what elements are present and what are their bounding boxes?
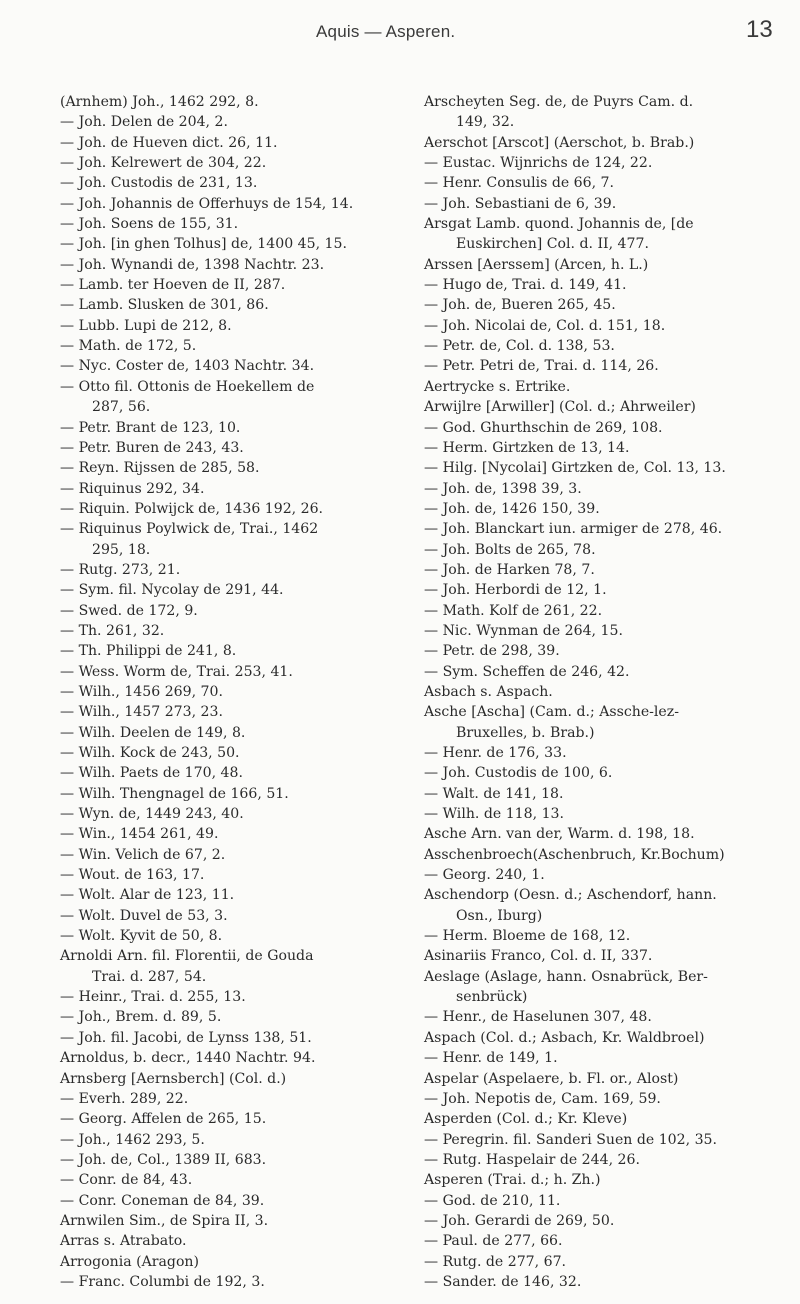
index-entry: — Riquinus Poylwick de, Trai., 1462 xyxy=(60,521,319,538)
index-entry: — Joh. Blanckart iun. armiger de 278, 46. xyxy=(424,521,723,538)
page-number: 13 xyxy=(746,16,773,43)
index-entry: — Hugo de, Trai. d. 149, 41. xyxy=(424,277,627,294)
index-entry: — Wilh., 1457 273, 23. xyxy=(60,704,223,721)
index-entry: — Joh. de, 1426 150, 39. xyxy=(424,500,600,517)
index-entry: — Paul. de 277, 66. xyxy=(424,1233,563,1250)
index-entry: — Hilg. [Nycolai] Girtzken de, Col. 13, 13. xyxy=(424,460,726,477)
index-entry-continuation: 295, 18. xyxy=(92,541,151,558)
index-entry: — Joh. Sebastiani de 6, 39. xyxy=(424,195,617,212)
index-entry: Aschendorp (Oesn. d.; Aschendorf, hann. xyxy=(424,887,717,904)
index-entry: — Wilh. Paets de 170, 48. xyxy=(60,765,243,782)
index-entry: Asinariis Franco, Col. d. II, 337. xyxy=(424,948,653,965)
index-entry: — Joh. Johannis de Offerhuys de 154, 14. xyxy=(60,195,354,212)
index-entry: Arnwilen Sim., de Spira II, 3. xyxy=(60,1212,269,1229)
index-entry: — Joh. de, Bueren 265, 45. xyxy=(424,297,616,314)
index-entry: — God. Ghurthschin de 269, 108. xyxy=(424,419,663,436)
index-entry: — Petr. Buren de 243, 43. xyxy=(60,439,244,456)
index-entry: — Rutg. de 277, 67. xyxy=(424,1253,567,1270)
index-entry: (Arnhem) Joh., 1462 292, 8. xyxy=(60,94,259,110)
index-entry: — Wout. de 163, 17. xyxy=(60,867,205,884)
index-entry: — Wolt. Alar de 123, 11. xyxy=(60,887,235,904)
index-entry: Arscheyten Seg. de, de Puyrs Cam. d. xyxy=(424,94,694,110)
index-entry: — Joh. [in ghen Tolhus] de, 1400 45, 15. xyxy=(60,236,347,253)
index-entry: — Lubb. Lupi de 212, 8. xyxy=(60,317,232,334)
index-entry: Arsgat Lamb. quond. Johannis de, [de xyxy=(424,216,694,233)
index-entry: — Nic. Wynman de 264, 15. xyxy=(424,622,623,639)
index-entry-continuation: Trai. d. 287, 54. xyxy=(92,968,207,985)
index-entry: — Herm. Girtzken de 13, 14. xyxy=(424,439,630,456)
index-entry: Asschenbroech(Aschenbruch, Kr.Bochum) xyxy=(424,846,725,863)
index-entry: — Conr. Coneman de 84, 39. xyxy=(60,1192,265,1209)
index-entry: — Wilh. Kock de 243, 50. xyxy=(60,745,240,761)
index-entry: Asbach s. Aspach. xyxy=(424,683,553,700)
index-entry: — Wolt. Duvel de 53, 3. xyxy=(60,907,228,924)
index-entry: — Franc. Columbi de 192, 3. xyxy=(60,1273,265,1290)
index-entry: — Joh. Nepotis de, Cam. 169, 59. xyxy=(424,1090,661,1107)
index-entry: — Rutg. Haspelair de 244, 26. xyxy=(424,1151,640,1168)
index-entry: — Joh. Delen de 204, 2. xyxy=(60,114,228,131)
index-entry: — Eustac. Wijnrichs de 124, 22. xyxy=(424,155,653,172)
index-entry: — Wyn. de, 1449 243, 40. xyxy=(60,806,244,823)
index-entry: Aeslage (Aslage, hann. Osnabrück, Ber- xyxy=(424,968,708,985)
index-entry: — Th. Philippi de 241, 8. xyxy=(60,643,237,660)
index-entry: — Nyc. Coster de, 1403 Nachtr. 34. xyxy=(60,358,315,375)
index-entry-continuation: Euskirchen] Col. d. II, 477. xyxy=(456,236,649,253)
index-entry: Asche Arn. van der, Warm. d. 198, 18. xyxy=(424,826,695,843)
index-entry: — Rutg. 273, 21. xyxy=(60,561,181,578)
index-entry: — Win., 1454 261, 49. xyxy=(60,826,219,843)
index-entry: — Joh., Brem. d. 89, 5. xyxy=(60,1009,222,1026)
index-entry: Asperden (Col. d.; Kr. Kleve) xyxy=(424,1111,628,1128)
index-entry: Aspach (Col. d.; Asbach, Kr. Waldbroel) xyxy=(424,1029,705,1046)
index-entry: — Lamb. Slusken de 301, 86. xyxy=(60,297,269,314)
index-entry: — Reyn. Rijssen de 285, 58. xyxy=(60,460,260,477)
index-entry: — Georg. 240, 1. xyxy=(424,867,545,884)
index-entry: — Petr. de, Col. d. 138, 53. xyxy=(424,338,615,355)
index-entry: Arwijlre [Arwiller] (Col. d.; Ahrweiler) xyxy=(424,399,696,416)
right-column xyxy=(424,92,774,1292)
index-entry: — Henr., de Haselunen 307, 48. xyxy=(424,1009,652,1026)
index-entry: Aertrycke s. Ertrike. xyxy=(424,378,571,395)
index-entry: — Wolt. Kyvit de 50, 8. xyxy=(60,928,223,945)
index-entry: — Joh. Herbordi de 12, 1. xyxy=(424,582,607,599)
index-entry: — Joh. de Harken 78, 7. xyxy=(424,561,595,578)
index-entry: — Wilh. de 118, 13. xyxy=(424,806,564,823)
index-entry: — Henr. de 149, 1. xyxy=(424,1050,558,1067)
index-entry: — Math. de 172, 5. xyxy=(60,338,197,355)
index-entry: — Everh. 289, 22. xyxy=(60,1090,189,1107)
index-entry: — Wess. Worm de, Trai. 253, 41. xyxy=(60,663,293,680)
index-entry-continuation: Bruxelles, b. Brab.) xyxy=(456,724,595,741)
index-entry: — Petr. de 298, 39. xyxy=(424,643,560,660)
index-entry: — Win. Velich de 67, 2. xyxy=(60,846,226,863)
index-entry: — Joh. Kelrewert de 304, 22. xyxy=(60,155,267,172)
index-entry: — Lamb. ter Hoeven de II, 287. xyxy=(60,277,286,294)
index-entry: — Sym. Scheffen de 246, 42. xyxy=(424,663,630,680)
index-entry-continuation: 287, 56. xyxy=(92,399,151,416)
index-entry: — Henr. Consulis de 66, 7. xyxy=(424,175,614,192)
index-entry: — Math. Kolf de 261, 22. xyxy=(424,602,603,619)
index-entry-continuation: senbrück) xyxy=(456,989,528,1006)
page-header xyxy=(0,8,800,48)
index-entry: — Wilh. Thengnagel de 166, 51. xyxy=(60,785,289,802)
index-entry: — Walt. de 141, 18. xyxy=(424,785,564,802)
index-entry: — Th. 261, 32. xyxy=(60,622,165,639)
index-entry: — Joh. Custodis de 100, 6. xyxy=(424,765,613,782)
index-entry: — Heinr., Trai. d. 255, 13. xyxy=(60,989,246,1006)
index-entry-continuation: 149, 32. xyxy=(456,114,515,131)
index-entry: Arnsberg [Aernsberch] (Col. d.) xyxy=(60,1070,287,1087)
left-column xyxy=(60,92,390,1292)
index-entry: Aerschot [Arscot] (Aerschot, b. Brab.) xyxy=(424,134,695,151)
index-entry: Arrogonia (Aragon) xyxy=(60,1253,200,1270)
index-entry: — Herm. Bloeme de 168, 12. xyxy=(424,928,631,945)
index-entry: — Petr. Brant de 123, 10. xyxy=(60,419,241,436)
index-entry: — Joh., 1462 293, 5. xyxy=(60,1131,205,1148)
index-entry: — Joh. fil. Jacobi, de Lynss 138, 51. xyxy=(60,1029,312,1046)
index-entry: — Joh. Wynandi de, 1398 Nachtr. 23. xyxy=(60,256,325,273)
index-entry: — Joh. Gerardi de 269, 50. xyxy=(424,1212,615,1229)
index-entry: — Georg. Affelen de 265, 15. xyxy=(60,1111,267,1128)
index-entry: Arras s. Atrabato. xyxy=(60,1233,187,1250)
index-entry: — Joh. Bolts de 265, 78. xyxy=(424,541,596,558)
index-entry: Arnoldi Arn. fil. Florentii, de Gouda xyxy=(60,948,314,965)
index-entry: — Petr. Petri de, Trai. d. 114, 26. xyxy=(424,358,659,375)
index-entry: — Otto fil. Ottonis de Hoekellem de xyxy=(60,378,315,395)
index-entry: — God. de 210, 11. xyxy=(424,1192,561,1209)
index-entry: — Sym. fil. Nycolay de 291, 44. xyxy=(60,582,284,599)
index-entry: — Joh. Soens de 155, 31. xyxy=(60,216,239,233)
index-entry: Asperen (Trai. d.; h. Zh.) xyxy=(424,1172,601,1189)
index-entry-continuation: Osn., Iburg) xyxy=(456,907,543,924)
index-entry: — Riquinus 292, 34. xyxy=(60,480,205,497)
index-entry: — Joh. de, Col., 1389 II, 683. xyxy=(60,1151,267,1168)
index-entry: — Sander. de 146, 32. xyxy=(424,1273,582,1290)
index-entry: — Peregrin. fil. Sanderi Suen de 102, 35. xyxy=(424,1131,717,1148)
index-entry: — Joh. Nicolai de, Col. d. 151, 18. xyxy=(424,317,666,334)
index-entry: — Swed. de 172, 9. xyxy=(60,602,198,619)
running-head: Aquis — Asperen. xyxy=(316,22,456,41)
index-entry: — Joh. Custodis de 231, 13. xyxy=(60,175,258,192)
index-entry: Asche [Ascha] (Cam. d.; Assche-lez- xyxy=(424,704,679,721)
index-entry: — Conr. de 84, 43. xyxy=(60,1172,193,1189)
index-entry: — Wilh., 1456 269, 70. xyxy=(60,683,223,700)
index-entry: — Joh. de Hueven dict. 26, 11. xyxy=(60,134,278,151)
index-entry: Arnoldus, b. decr., 1440 Nachtr. 94. xyxy=(60,1050,316,1067)
index-entry: — Wilh. Deelen de 149, 8. xyxy=(60,724,246,741)
index-entry: Aspelar (Aspelaere, b. Fl. or., Alost) xyxy=(424,1070,679,1087)
index-entry: — Joh. de, 1398 39, 3. xyxy=(424,480,582,497)
index-entry: — Henr. de 176, 33. xyxy=(424,745,567,761)
index-entry: — Riquin. Polwijck de, 1436 192, 26. xyxy=(60,500,324,517)
index-entry: Arssen [Aerssem] (Arcen, h. L.) xyxy=(424,256,649,273)
